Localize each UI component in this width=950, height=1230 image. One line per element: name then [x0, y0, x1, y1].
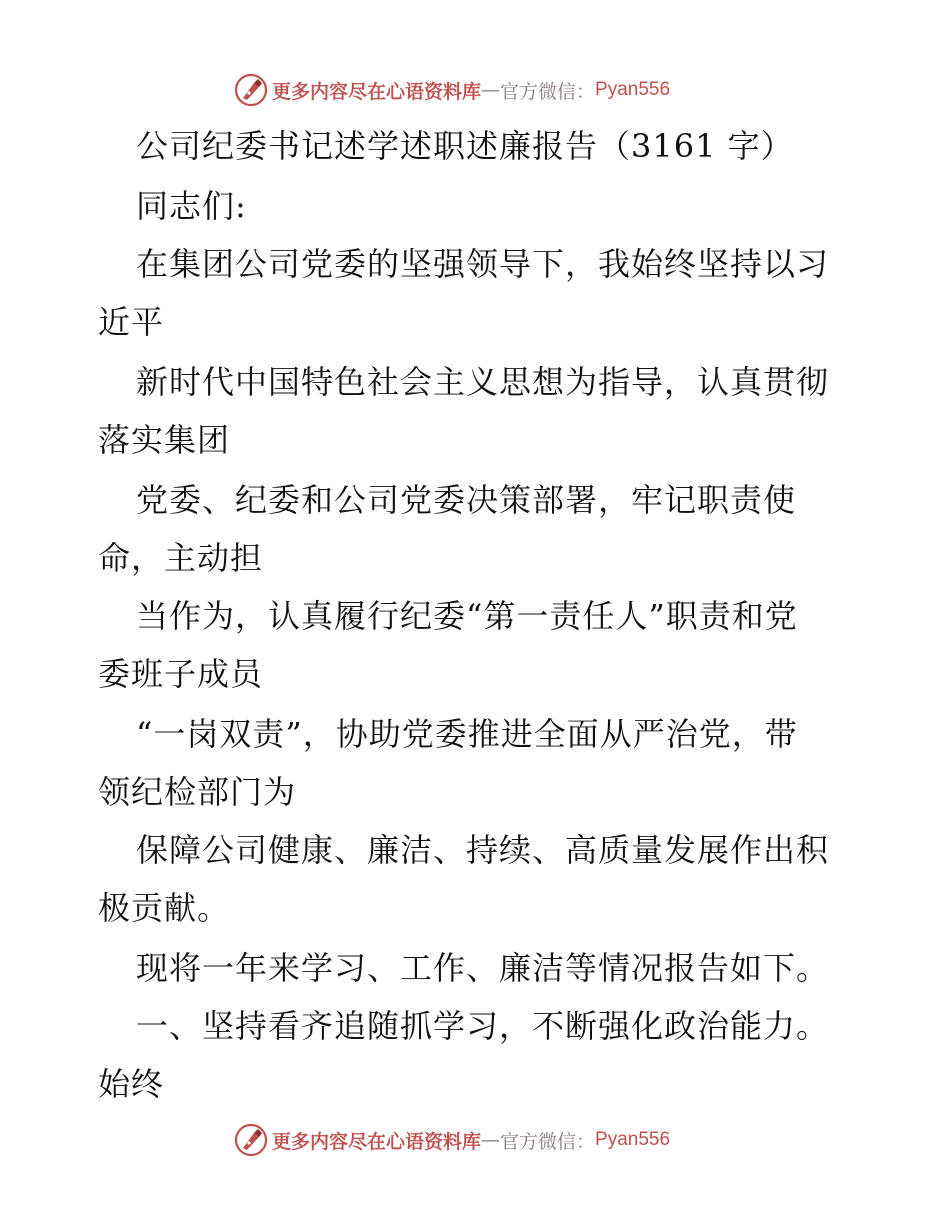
banner-site-text: 更多内容尽在心语资料库: [272, 1130, 482, 1153]
paragraph-line: 党委、纪委和公司党委决策部署，牢记职责使: [136, 481, 797, 519]
banner-wechat-label: 官方微信：: [500, 80, 596, 103]
paragraph-line: 新时代中国特色社会主义思想为指导，认真贯彻: [136, 363, 830, 401]
paragraph-line: 现将一年来学习、工作、廉洁等情况报告如下。: [136, 949, 830, 987]
pen-nib-logo-icon: [234, 1123, 268, 1157]
paragraph-line: 领纪检部门为: [98, 773, 297, 811]
paragraph-line: 近平: [98, 303, 165, 341]
paragraph-line: 始终: [98, 1065, 165, 1103]
paragraph-line: 保障公司健康、廉洁、持续、高质量发展作出积: [136, 831, 830, 869]
banner-separator: —: [481, 1129, 501, 1151]
banner-site-text: 更多内容尽在心语资料库: [272, 80, 482, 103]
paragraph-line: 当作为，认真履行纪委“第一责任人”职责和党: [136, 597, 798, 635]
document-title: 公司纪委书记述学述职述廉报告（3161 字）: [136, 127, 794, 165]
section-heading: 一、坚持看齐追随抓学习，不断强化政治能力。: [136, 1007, 830, 1045]
paragraph-line: 极贡献。: [98, 889, 231, 927]
pen-nib-logo-icon: [234, 73, 268, 107]
header-banner: [234, 72, 670, 108]
banner-separator: —: [481, 79, 501, 101]
banner-wechat-id: Pyan556: [595, 79, 671, 100]
paragraph-line: 落实集团: [98, 421, 231, 459]
footer-banner: [234, 1122, 670, 1158]
salutation: 同志们:: [136, 187, 247, 225]
paragraph-line: “一岗双责”，协助党委推进全面从严治党，带: [136, 715, 798, 753]
paragraph-line: 在集团公司党委的坚强领导下，我始终坚持以习: [136, 245, 830, 283]
banner-wechat-id: Pyan556: [595, 1129, 671, 1150]
paragraph-line: 委班子成员: [98, 655, 264, 693]
banner-wechat-label: 官方微信：: [500, 1130, 596, 1153]
paragraph-line: 命，主动担: [98, 539, 264, 577]
